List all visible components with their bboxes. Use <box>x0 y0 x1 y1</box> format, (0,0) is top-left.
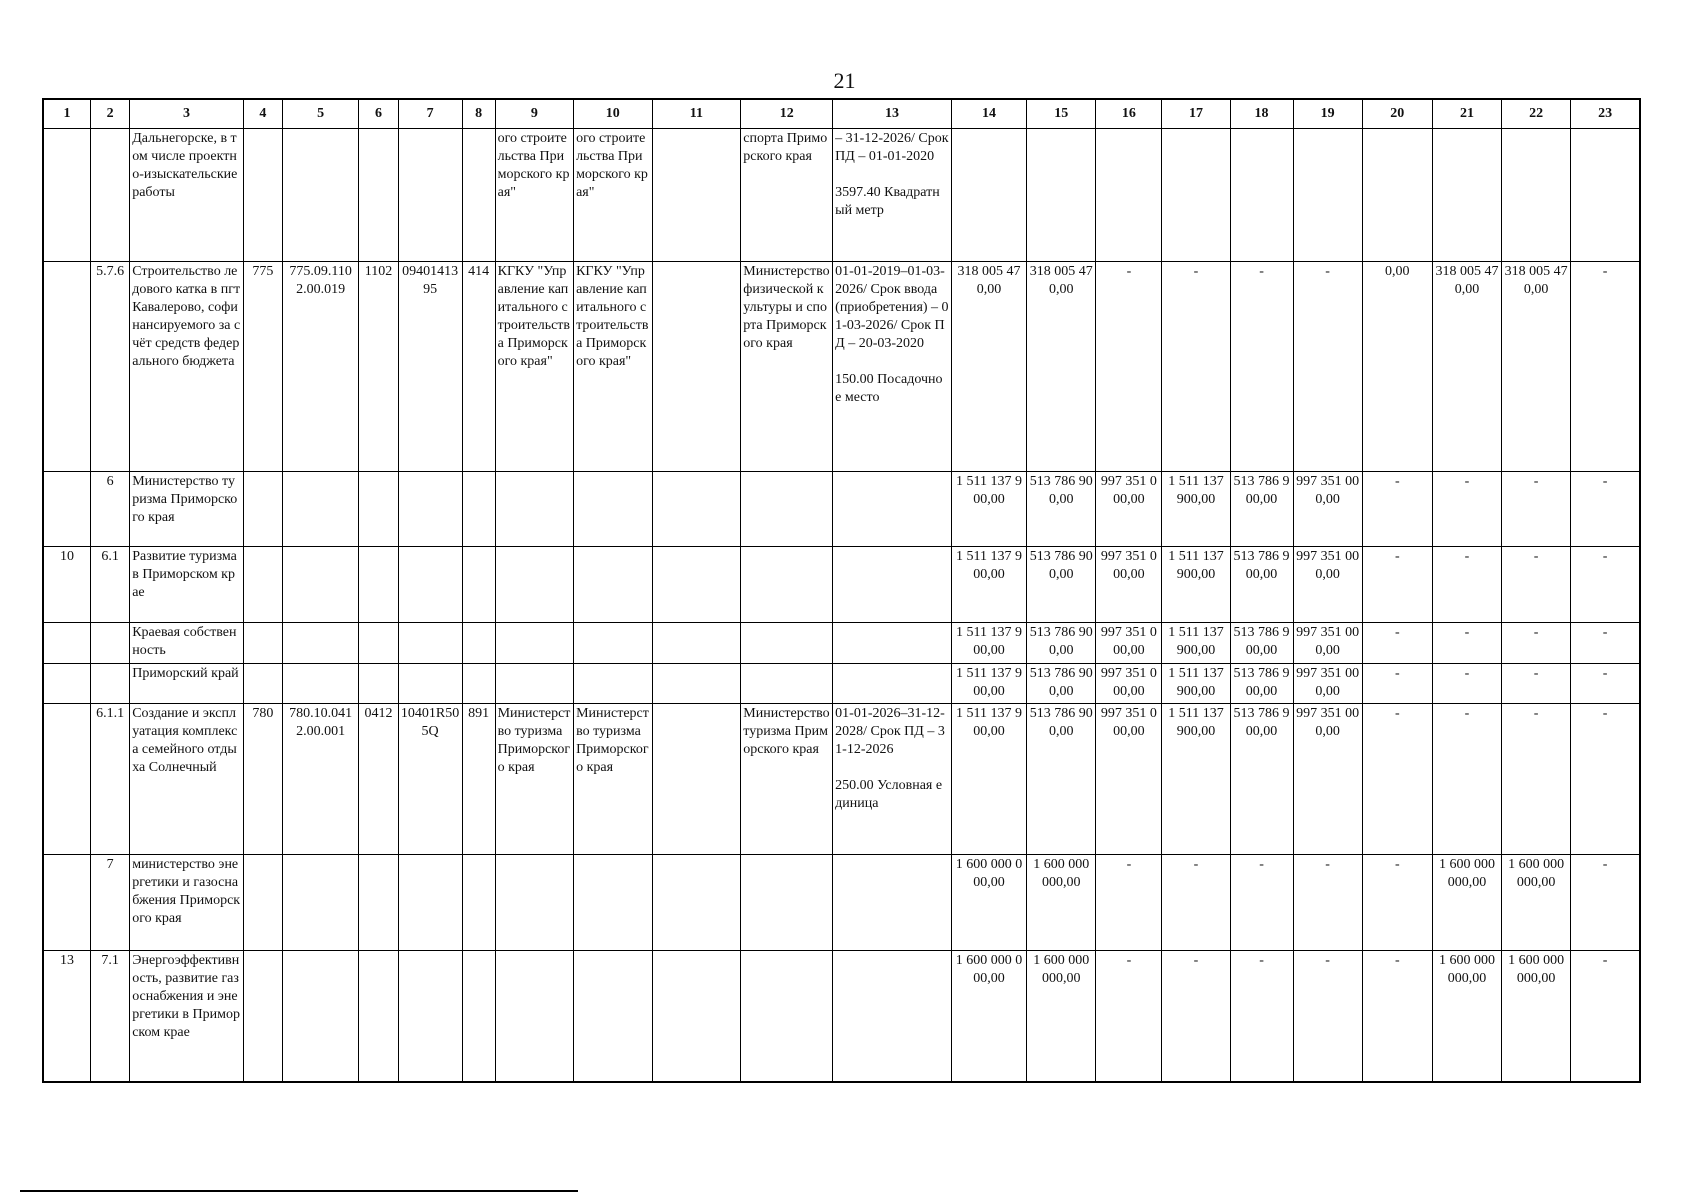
cell-col-14: 1 600 000 000,00 <box>951 855 1026 951</box>
cell-col-11 <box>652 623 741 664</box>
cell-col-5: 780.10.0412.00.001 <box>282 704 358 855</box>
column-header-7: 7 <box>398 99 462 129</box>
cell-col-15 <box>1027 129 1096 262</box>
cell-col-9 <box>495 664 573 704</box>
column-header-23: 23 <box>1571 99 1640 129</box>
cell-col-23: - <box>1571 951 1640 1082</box>
cell-col-8: 891 <box>462 704 495 855</box>
cell-col-14: 1 511 137 900,00 <box>951 704 1026 855</box>
cell-col-22: 1 600 000 000,00 <box>1502 855 1571 951</box>
cell-col-12: Министерство физической культуры и спорта Приморского края <box>741 262 833 472</box>
column-header-11: 11 <box>652 99 741 129</box>
cell-col-10 <box>574 472 652 547</box>
cell-col-10 <box>574 664 652 704</box>
cell-col-11 <box>652 951 741 1082</box>
cell-col-3: Министерство туризма Приморского края <box>130 472 244 547</box>
cell-col-1 <box>43 623 90 664</box>
column-header-17: 17 <box>1162 99 1230 129</box>
cell-col-22: - <box>1502 472 1571 547</box>
cell-col-5 <box>282 129 358 262</box>
cell-col-6 <box>359 855 398 951</box>
cell-col-10 <box>574 547 652 623</box>
cell-col-17: 1 511 137 900,00 <box>1162 664 1230 704</box>
cell-col-7 <box>398 129 462 262</box>
cell-col-14: 1 600 000 000,00 <box>951 951 1026 1082</box>
cell-col-20: - <box>1362 855 1432 951</box>
cell-col-1: 13 <box>43 951 90 1082</box>
cell-col-16: - <box>1096 855 1162 951</box>
cell-col-19: 997 351 000,00 <box>1293 623 1362 664</box>
cell-col-2: 6.1.1 <box>90 704 129 855</box>
column-header-18: 18 <box>1230 99 1293 129</box>
cell-col-4 <box>243 855 282 951</box>
cell-col-11 <box>652 547 741 623</box>
cell-col-20: - <box>1362 547 1432 623</box>
cell-col-11 <box>652 472 741 547</box>
cell-col-17: 1 511 137 900,00 <box>1162 704 1230 855</box>
column-header-2: 2 <box>90 99 129 129</box>
column-header-6: 6 <box>359 99 398 129</box>
cell-col-7 <box>398 547 462 623</box>
cell-col-21 <box>1432 129 1501 262</box>
cell-col-18: - <box>1230 262 1293 472</box>
cell-col-2: 5.7.6 <box>90 262 129 472</box>
cell-col-6 <box>359 129 398 262</box>
cell-col-18: 513 786 900,00 <box>1230 547 1293 623</box>
cell-col-16: - <box>1096 951 1162 1082</box>
cell-col-18 <box>1230 129 1293 262</box>
cell-col-21: - <box>1432 623 1501 664</box>
cell-col-22: 318 005 470,00 <box>1502 262 1571 472</box>
cell-col-4 <box>243 664 282 704</box>
table-row <box>43 262 1640 472</box>
cell-col-20: - <box>1362 472 1432 547</box>
cell-col-6: 1102 <box>359 262 398 472</box>
cell-col-8 <box>462 547 495 623</box>
cell-col-21: 1 600 000 000,00 <box>1432 855 1501 951</box>
cell-col-19: - <box>1293 262 1362 472</box>
cell-col-6: 0412 <box>359 704 398 855</box>
cell-col-3: Создание и эксплуатация комплекса семейного отдыха Солнечный <box>130 704 244 855</box>
cell-col-13 <box>833 547 952 623</box>
cell-col-7 <box>398 951 462 1082</box>
column-header-19: 19 <box>1293 99 1362 129</box>
cell-col-13: – 31-12-2026/ Срок ПД – 01-01-2020 3597.40 Квадратный метр <box>833 129 952 262</box>
cell-col-5 <box>282 547 358 623</box>
cell-col-16: 997 351 000,00 <box>1096 472 1162 547</box>
table-row <box>43 472 1640 547</box>
table-row <box>43 704 1640 855</box>
cell-col-23 <box>1571 129 1640 262</box>
cell-col-10: КГКУ "Управление капитального строительства Приморского края" <box>574 262 652 472</box>
cell-col-15: 318 005 470,00 <box>1027 262 1096 472</box>
cell-col-21: - <box>1432 547 1501 623</box>
cell-col-21: 318 005 470,00 <box>1432 262 1501 472</box>
cell-col-14: 1 511 137 900,00 <box>951 664 1026 704</box>
cell-col-12: Министерство туризма Приморского края <box>741 704 833 855</box>
cell-col-23: - <box>1571 262 1640 472</box>
cell-col-16: 997 351 000,00 <box>1096 704 1162 855</box>
cell-col-12 <box>741 472 833 547</box>
cell-col-7 <box>398 664 462 704</box>
cell-col-10 <box>574 855 652 951</box>
cell-col-11 <box>652 855 741 951</box>
column-header-4: 4 <box>243 99 282 129</box>
cell-col-2: 6.1 <box>90 547 129 623</box>
cell-col-22: - <box>1502 623 1571 664</box>
cell-col-10: ого строительства Приморского края" <box>574 129 652 262</box>
cell-col-23: - <box>1571 855 1640 951</box>
cell-col-4: 775 <box>243 262 282 472</box>
cell-col-20: - <box>1362 704 1432 855</box>
cell-col-1 <box>43 262 90 472</box>
cell-col-17: 1 511 137 900,00 <box>1162 472 1230 547</box>
cell-col-13 <box>833 951 952 1082</box>
cell-col-5 <box>282 472 358 547</box>
cell-col-8 <box>462 623 495 664</box>
cell-col-20: - <box>1362 951 1432 1082</box>
cell-col-1 <box>43 129 90 262</box>
cell-col-3: Энергоэффективность, развитие газоснабжения и энергетики в Приморском крае <box>130 951 244 1082</box>
cell-col-15: 1 600 000 000,00 <box>1027 855 1096 951</box>
table-row <box>43 623 1640 664</box>
cell-col-11 <box>652 262 741 472</box>
column-header-13: 13 <box>833 99 952 129</box>
cell-col-15: 513 786 900,00 <box>1027 704 1096 855</box>
cell-col-7 <box>398 855 462 951</box>
cell-col-19: - <box>1293 951 1362 1082</box>
cell-col-16 <box>1096 129 1162 262</box>
cell-col-13: 01-01-2019–01-03-2026/ Срок ввода (приобретения) – 01-03-2026/ Срок ПД – 20-03-2020 150.00 Посадочное место <box>833 262 952 472</box>
cell-col-13 <box>833 664 952 704</box>
cell-col-19 <box>1293 129 1362 262</box>
cell-col-20 <box>1362 129 1432 262</box>
cell-col-16: - <box>1096 262 1162 472</box>
cell-col-8 <box>462 951 495 1082</box>
cell-col-9 <box>495 547 573 623</box>
cell-col-18: - <box>1230 855 1293 951</box>
cell-col-4 <box>243 951 282 1082</box>
cell-col-5 <box>282 951 358 1082</box>
cell-col-18: 513 786 900,00 <box>1230 472 1293 547</box>
cell-col-23: - <box>1571 623 1640 664</box>
cell-col-17: 1 511 137 900,00 <box>1162 547 1230 623</box>
cell-col-7 <box>398 623 462 664</box>
cell-col-12 <box>741 623 833 664</box>
cell-col-1 <box>43 472 90 547</box>
cell-col-21: - <box>1432 472 1501 547</box>
cell-col-19: 997 351 000,00 <box>1293 704 1362 855</box>
cell-col-17: 1 511 137 900,00 <box>1162 623 1230 664</box>
cell-col-4 <box>243 547 282 623</box>
column-header-16: 16 <box>1096 99 1162 129</box>
cell-col-14: 318 005 470,00 <box>951 262 1026 472</box>
cell-col-10: Министерство туризма Приморского края <box>574 704 652 855</box>
cell-col-17: - <box>1162 951 1230 1082</box>
cell-col-2: 7.1 <box>90 951 129 1082</box>
column-header-10: 10 <box>574 99 652 129</box>
cell-col-7 <box>398 472 462 547</box>
cell-col-9 <box>495 472 573 547</box>
cell-col-6 <box>359 623 398 664</box>
cell-col-17: - <box>1162 855 1230 951</box>
cell-col-6 <box>359 664 398 704</box>
cell-col-19: - <box>1293 855 1362 951</box>
cell-col-10 <box>574 951 652 1082</box>
cell-col-4 <box>243 129 282 262</box>
cell-col-19: 997 351 000,00 <box>1293 547 1362 623</box>
table-row <box>43 664 1640 704</box>
cell-col-9 <box>495 951 573 1082</box>
cell-col-3: Строительство ледового катка в пгт Кавалерово, софинансируемого за счёт средств федерального бюджета <box>130 262 244 472</box>
cell-col-7: 10401R505Q <box>398 704 462 855</box>
cell-col-3: Развитие туризма в Приморском крае <box>130 547 244 623</box>
cell-col-1 <box>43 664 90 704</box>
cell-col-14 <box>951 129 1026 262</box>
cell-col-23: - <box>1571 472 1640 547</box>
cell-col-12 <box>741 951 833 1082</box>
cell-col-6 <box>359 951 398 1082</box>
cell-col-5 <box>282 855 358 951</box>
cell-col-5: 775.09.1102.00.019 <box>282 262 358 472</box>
cell-col-18: - <box>1230 951 1293 1082</box>
cell-col-5 <box>282 664 358 704</box>
column-header-14: 14 <box>951 99 1026 129</box>
cell-col-11 <box>652 704 741 855</box>
cell-col-3: Приморский край <box>130 664 244 704</box>
cell-col-9: Министерство туризма Приморского края <box>495 704 573 855</box>
column-header-8: 8 <box>462 99 495 129</box>
cell-col-8 <box>462 855 495 951</box>
cell-col-13 <box>833 472 952 547</box>
cell-col-15: 513 786 900,00 <box>1027 472 1096 547</box>
cell-col-3: Дальнегорске, в том числе проектно-изыскательские работы <box>130 129 244 262</box>
cell-col-15: 1 600 000 000,00 <box>1027 951 1096 1082</box>
table-row <box>43 547 1640 623</box>
cell-col-8: 414 <box>462 262 495 472</box>
cell-col-12: спорта Приморского края <box>741 129 833 262</box>
cell-col-15: 513 786 900,00 <box>1027 547 1096 623</box>
cell-col-11 <box>652 664 741 704</box>
column-header-15: 15 <box>1027 99 1096 129</box>
cell-col-9: КГКУ "Управление капитального строительства Приморского края" <box>495 262 573 472</box>
investment-objects-table <box>42 98 1641 1083</box>
cell-col-8 <box>462 129 495 262</box>
cell-col-16: 997 351 000,00 <box>1096 623 1162 664</box>
cell-col-3: министерство энергетики и газоснабжения Приморского края <box>130 855 244 951</box>
cell-col-4: 780 <box>243 704 282 855</box>
cell-col-21: - <box>1432 664 1501 704</box>
cell-col-1 <box>43 855 90 951</box>
cell-col-16: 997 351 000,00 <box>1096 547 1162 623</box>
cell-col-23: - <box>1571 704 1640 855</box>
cell-col-12 <box>741 855 833 951</box>
cell-col-6 <box>359 547 398 623</box>
cell-col-22: - <box>1502 547 1571 623</box>
cell-col-2 <box>90 664 129 704</box>
cell-col-21: - <box>1432 704 1501 855</box>
cell-col-2: 7 <box>90 855 129 951</box>
cell-col-9 <box>495 855 573 951</box>
cell-col-18: 513 786 900,00 <box>1230 704 1293 855</box>
table-body <box>43 129 1640 1082</box>
cell-col-14: 1 511 137 900,00 <box>951 623 1026 664</box>
table-row <box>43 855 1640 951</box>
cell-col-8 <box>462 664 495 704</box>
cell-col-4 <box>243 623 282 664</box>
cell-col-23: - <box>1571 664 1640 704</box>
cell-col-20: 0,00 <box>1362 262 1432 472</box>
cell-col-2: 6 <box>90 472 129 547</box>
cell-col-20: - <box>1362 664 1432 704</box>
cell-col-14: 1 511 137 900,00 <box>951 472 1026 547</box>
cell-col-2 <box>90 623 129 664</box>
cell-col-1: 10 <box>43 547 90 623</box>
cell-col-22 <box>1502 129 1571 262</box>
cell-col-9 <box>495 623 573 664</box>
column-number-header <box>43 99 1640 129</box>
cell-col-9: ого строительства Приморского края" <box>495 129 573 262</box>
cell-col-12 <box>741 547 833 623</box>
column-header-22: 22 <box>1502 99 1571 129</box>
cell-col-6 <box>359 472 398 547</box>
cell-col-15: 513 786 900,00 <box>1027 664 1096 704</box>
cell-col-2 <box>90 129 129 262</box>
cell-col-5 <box>282 623 358 664</box>
cell-col-17 <box>1162 129 1230 262</box>
cell-col-17: - <box>1162 262 1230 472</box>
cell-col-7: 0940141395 <box>398 262 462 472</box>
page-number: 21 <box>833 68 856 93</box>
column-header-21: 21 <box>1432 99 1501 129</box>
column-header-9: 9 <box>495 99 573 129</box>
cell-col-19: 997 351 000,00 <box>1293 472 1362 547</box>
cell-col-19: 997 351 000,00 <box>1293 664 1362 704</box>
cell-col-3: Краевая собственность <box>130 623 244 664</box>
cell-col-4 <box>243 472 282 547</box>
cell-col-23: - <box>1571 547 1640 623</box>
cell-col-21: 1 600 000 000,00 <box>1432 951 1501 1082</box>
cell-col-20: - <box>1362 623 1432 664</box>
cell-col-13: 01-01-2026–31-12-2028/ Срок ПД – 31-12-2026 250.00 Условная единица <box>833 704 952 855</box>
cell-col-16: 997 351 000,00 <box>1096 664 1162 704</box>
cell-col-14: 1 511 137 900,00 <box>951 547 1026 623</box>
cell-col-11 <box>652 129 741 262</box>
cell-col-10 <box>574 623 652 664</box>
footnote-separator-line <box>20 1190 578 1192</box>
cell-col-13 <box>833 855 952 951</box>
cell-col-22: - <box>1502 664 1571 704</box>
cell-col-15: 513 786 900,00 <box>1027 623 1096 664</box>
cell-col-22: 1 600 000 000,00 <box>1502 951 1571 1082</box>
table-row <box>43 951 1640 1082</box>
cell-col-1 <box>43 704 90 855</box>
column-header-3: 3 <box>130 99 244 129</box>
table-row <box>43 129 1640 262</box>
column-header-20: 20 <box>1362 99 1432 129</box>
cell-col-18: 513 786 900,00 <box>1230 664 1293 704</box>
column-header-12: 12 <box>741 99 833 129</box>
cell-col-8 <box>462 472 495 547</box>
cell-col-12 <box>741 664 833 704</box>
cell-col-13 <box>833 623 952 664</box>
cell-col-18: 513 786 900,00 <box>1230 623 1293 664</box>
column-header-5: 5 <box>282 99 358 129</box>
column-header-1: 1 <box>43 99 90 129</box>
cell-col-22: - <box>1502 704 1571 855</box>
